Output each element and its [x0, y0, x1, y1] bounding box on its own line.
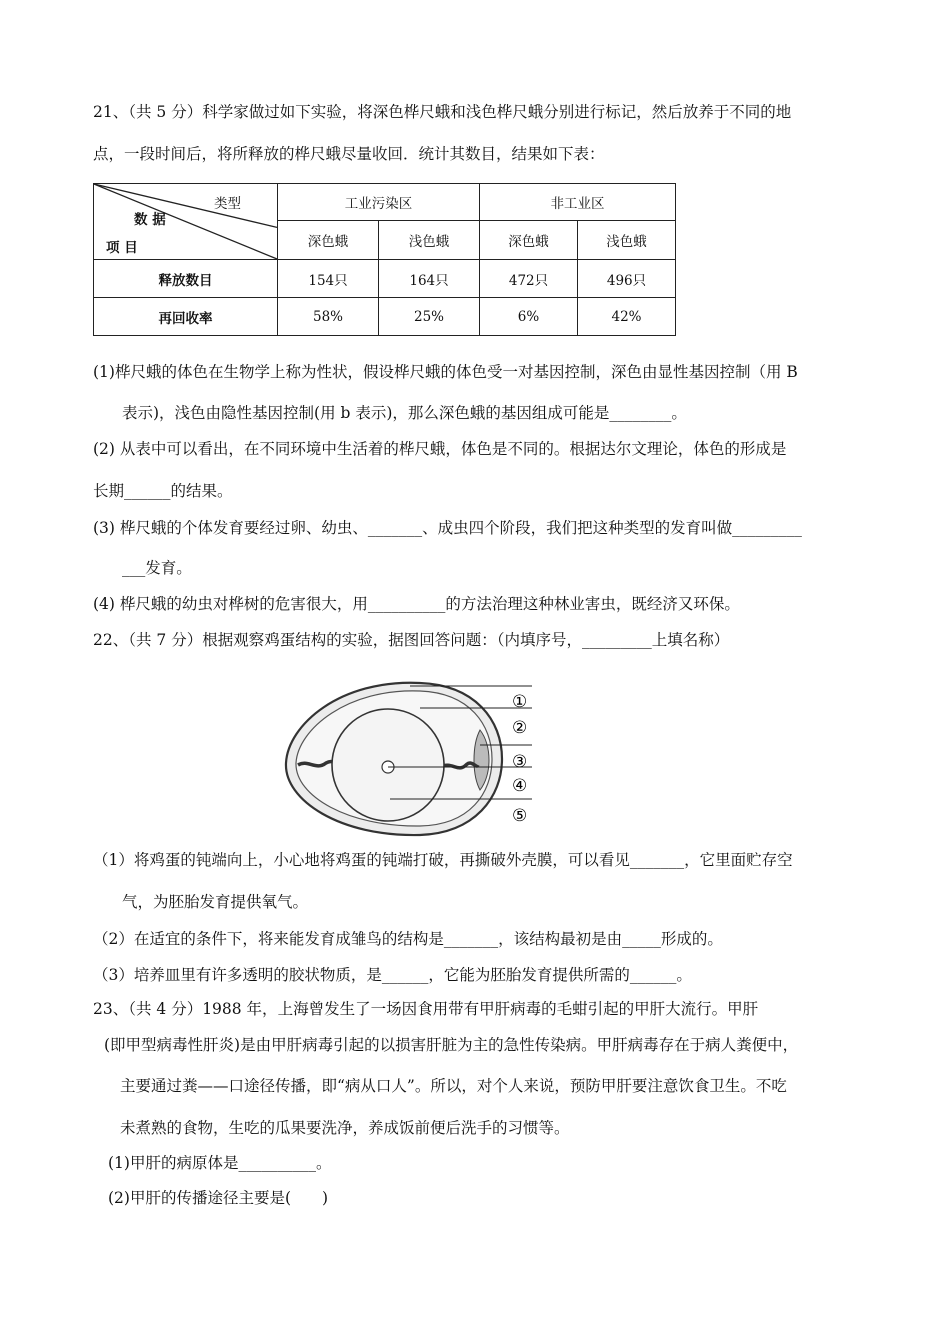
q21-part4: (4) 桦尺蛾的幼虫对桦树的危害很大，用__________的方法治理这种林业害虫，既经济又环保。 [93, 595, 740, 613]
cell-released-4: 496只 [578, 260, 676, 298]
q22-intro: 22、（共 7 分）根据观察鸡蛋结构的实验，据图回答问题：（内填序号，_________上填名称） [93, 631, 730, 649]
q23-line4: 未煮熟的食物，生吃的瓜果要洗净，养成饭前便后洗手的习惯等。 [120, 1119, 570, 1137]
cell-released-2: 164只 [379, 260, 480, 298]
subheader-light-1: 浅色蛾 [379, 221, 480, 260]
q23-part1: (1)甲肝的病原体是__________。 [108, 1154, 332, 1172]
subheader-dark-2: 深色蛾 [480, 221, 578, 260]
cell-recapture-2: 25% [379, 298, 480, 336]
cell-released-1: 154只 [278, 260, 379, 298]
header-industrial: 工业污染区 [278, 184, 480, 221]
q21-part3-line1: (3) 桦尺蛾的个体发育要经过卵、幼虫、_______、成虫四个阶段，我们把这种类型的发育叫做_________ [93, 519, 802, 537]
row-label-released: 释放数目 [94, 260, 278, 298]
egg-structure-diagram [280, 675, 540, 845]
q21-intro-line1: 21、（共 5 分）科学家做过如下实验，将深色桦尺蛾和浅色桦尺蛾分别进行标记，然后放养于不同的地 [93, 103, 792, 121]
q21-part1-line1: (1)桦尺蛾的体色在生物学上称为性状，假设桦尺蛾的体色受一对基因控制，深色由显性基因控制（用 B [93, 363, 798, 381]
q22-part1-line2: 气，为胚胎发育提供氧气。 [122, 893, 309, 911]
q22-part2: （2）在适宜的条件下，将来能发育成雏鸟的结构是_______，该结构最初是由_____形成的。 [93, 930, 723, 948]
cell-recapture-4: 42% [578, 298, 676, 336]
moth-data-table [93, 183, 676, 336]
corner-type-label: 类型 [214, 196, 241, 212]
egg-label-5: ⑤ [512, 806, 528, 826]
q23-line3: 主要通过粪——口途径传播，即“病从口人”。所以，对个人来说，预防甲肝要注意饮食卫生。不吃 [120, 1077, 787, 1095]
subheader-dark-1: 深色蛾 [278, 221, 379, 260]
q21-part1-line2: 表示)，浅色由隐性基因控制(用 b 表示)，那么深色蛾的基因组成可能是________。 [122, 404, 687, 422]
subheader-light-2: 浅色蛾 [578, 221, 676, 260]
row-label-recapture: 再回收率 [94, 298, 278, 336]
egg-label-3: ③ [512, 752, 528, 772]
cell-recapture-3: 6% [480, 298, 578, 336]
q21-part3-line2: ___发育。 [122, 559, 192, 577]
q21-part2-line1: (2) 从表中可以看出，在不同环境中生活着的桦尺蛾，体色是不同的。根据达尔文理论，体色的形成是 [93, 440, 787, 458]
corner-item-label: 项 目 [106, 240, 138, 256]
egg-label-1: ① [512, 692, 528, 712]
q21-part2-line2: 长期______的结果。 [93, 482, 233, 500]
egg-label-4: ④ [512, 776, 528, 796]
q23-line2: (即甲型病毒性肝炎)是由甲肝病毒引起的以损害肝脏为主的急性传染病。甲肝病毒存在于病人粪便中， [104, 1036, 799, 1054]
q23-part2: (2)甲肝的传播途径主要是( ) [108, 1189, 329, 1207]
corner-data-label: 数 据 [134, 212, 166, 228]
q22-part3: （3）培养皿里有许多透明的胶状物质，是______，它能为胚胎发育提供所需的______。 [93, 966, 692, 984]
cell-released-3: 472只 [480, 260, 578, 298]
q22-part1-line1: （1）将鸡蛋的钝端向上，小心地将鸡蛋的钝端打破，再撕破外壳膜，可以看见_______，它里面贮存空 [93, 851, 793, 869]
q21-intro-line2: 点，一段时间后，将所释放的桦尺蛾尽量收回．统计其数目，结果如下表： [93, 145, 605, 163]
cell-recapture-1: 58% [278, 298, 379, 336]
q23-line1: 23、（共 4 分）1988 年，上海曾发生了一场因食用带有甲肝病毒的毛蚶引起的甲肝大流行。甲肝 [93, 1000, 759, 1018]
header-nonindustrial: 非工业区 [480, 184, 676, 221]
table-corner-cell [94, 184, 278, 260]
egg-label-2: ② [512, 718, 528, 738]
